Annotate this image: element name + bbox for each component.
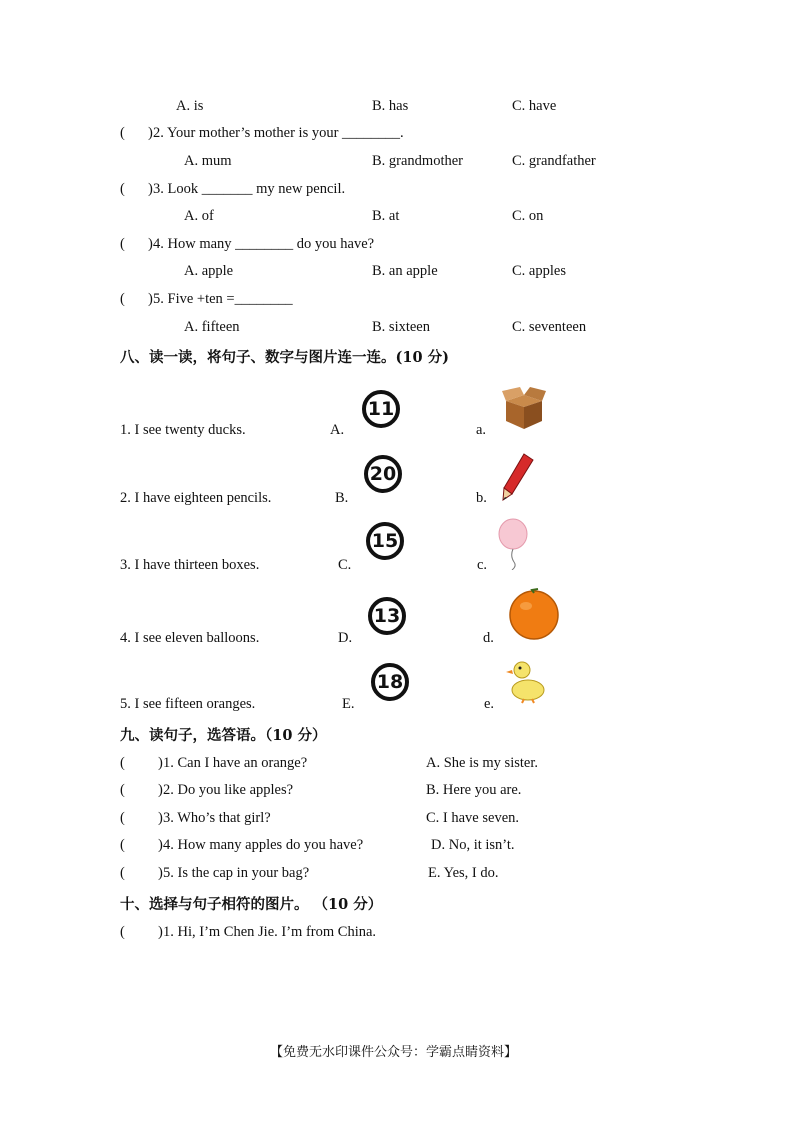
- q9-answer-a: A. She is my sister.: [426, 755, 538, 771]
- q8-number-letter-a: A.: [330, 422, 345, 438]
- answer-paren-open: (: [120, 924, 125, 940]
- q8-number-letter-e: E.: [342, 696, 355, 712]
- section-9-heading: 九、读句子，选答语。（10 分）: [120, 727, 327, 744]
- duck-icon: [506, 656, 548, 704]
- q7-2-stem: 2. Your mother’s mother is your ________.: [153, 125, 404, 141]
- answer-paren-close: ): [148, 291, 153, 307]
- q9-question-2: 2. Do you like apples?: [163, 782, 294, 798]
- q8-number-letter-d: D.: [338, 630, 353, 646]
- number-circle-13: 13: [368, 597, 406, 635]
- q10-sentence-1: 1. Hi, I’m Chen Jie. I’m from China.: [163, 924, 377, 940]
- q8-pic-letter-e: e.: [484, 696, 495, 712]
- q9-answer-c: C. I have seven.: [426, 810, 520, 826]
- section-10-heading: 十、选择与句子相符的图片。 （10 分）: [120, 896, 383, 913]
- answer-paren-open: (: [120, 181, 125, 197]
- q7-3-stem: 3. Look _______ my new pencil.: [153, 181, 346, 197]
- answer-paren-close: ): [148, 125, 153, 141]
- q8-sentence-4: 4. I see eleven balloons.: [120, 630, 260, 646]
- answer-paren-close: ): [148, 236, 153, 252]
- q7-1-option-a: A. is: [176, 98, 204, 114]
- q7-3-option-c: C. on: [512, 208, 544, 224]
- q8-sentence-5: 5. I see fifteen oranges.: [120, 696, 256, 712]
- q7-5-option-a: A. fifteen: [184, 319, 240, 335]
- q8-sentence-1: 1. I see twenty ducks.: [120, 422, 246, 438]
- answer-paren-close: ): [158, 782, 163, 798]
- q8-pic-letter-a: a.: [476, 422, 487, 438]
- q8-pic-letter-c: c.: [477, 557, 488, 573]
- q9-question-5: 5. Is the cap in your bag?: [163, 865, 310, 881]
- q7-4-option-b: B. an apple: [372, 263, 438, 279]
- q7-5-option-b: B. sixteen: [372, 319, 430, 335]
- q8-sentence-3: 3. I have thirteen boxes.: [120, 557, 260, 573]
- q9-question-1: 1. Can I have an orange?: [163, 755, 308, 771]
- answer-paren-close: ): [158, 755, 163, 771]
- q7-1-option-c: C. have: [512, 98, 557, 114]
- pencil-icon: [500, 452, 536, 502]
- q9-answer-b: B. Here you are.: [426, 782, 522, 798]
- q8-sentence-2: 2. I have eighteen pencils.: [120, 490, 272, 506]
- q7-5-stem: 5. Five +ten =________: [153, 291, 293, 307]
- answer-paren-close: ): [158, 924, 163, 940]
- q7-5-option-c: C. seventeen: [512, 319, 587, 335]
- q9-question-4: 4. How many apples do you have?: [163, 837, 364, 853]
- number-circle-11: 11: [362, 390, 400, 428]
- answer-paren-open: (: [120, 837, 125, 853]
- answer-paren-open: (: [120, 291, 125, 307]
- q7-2-option-a: A. mum: [184, 153, 232, 169]
- answer-paren-close: ): [148, 181, 153, 197]
- balloon-icon: [495, 518, 531, 570]
- number-circle-20: 20: [364, 455, 402, 493]
- q7-2-option-b: B. grandmother: [372, 153, 464, 169]
- q7-2-option-c: C. grandfather: [512, 153, 596, 169]
- q7-3-option-a: A. of: [184, 208, 214, 224]
- answer-paren-open: (: [120, 755, 125, 771]
- answer-paren-open: (: [120, 125, 125, 141]
- answer-paren-close: ): [158, 837, 163, 853]
- footer-note: 【免费无水印课件公众号：学霸点睛资料】: [270, 1045, 518, 1060]
- q8-pic-letter-b: b.: [476, 490, 487, 506]
- q7-3-option-b: B. at: [372, 208, 400, 224]
- q7-4-option-c: C. apples: [512, 263, 566, 279]
- answer-paren-open: (: [120, 236, 125, 252]
- box-icon: [500, 385, 548, 433]
- answer-paren-open: (: [120, 865, 125, 881]
- q7-4-option-a: A. apple: [184, 263, 234, 279]
- orange-icon: [508, 588, 560, 640]
- answer-paren-open: (: [120, 782, 125, 798]
- q8-number-letter-c: C.: [338, 557, 352, 573]
- answer-paren-open: (: [120, 810, 125, 826]
- q9-answer-d: D. No, it isn’t.: [431, 837, 515, 853]
- number-circle-15: 15: [366, 522, 404, 560]
- q7-4-stem: 4. How many ________ do you have?: [153, 236, 375, 252]
- q9-answer-e: E. Yes, I do.: [428, 865, 499, 881]
- answer-paren-close: ): [158, 865, 163, 881]
- q7-1-option-b: B. has: [372, 98, 409, 114]
- q9-question-3: 3. Who’s that girl?: [163, 810, 271, 826]
- q8-number-letter-b: B.: [335, 490, 349, 506]
- answer-paren-close: ): [158, 810, 163, 826]
- section-8-heading: 八、读一读，将句子、数字与图片连一连。(10 分): [120, 349, 449, 366]
- q8-pic-letter-d: d.: [483, 630, 494, 646]
- number-circle-18: 18: [371, 663, 409, 701]
